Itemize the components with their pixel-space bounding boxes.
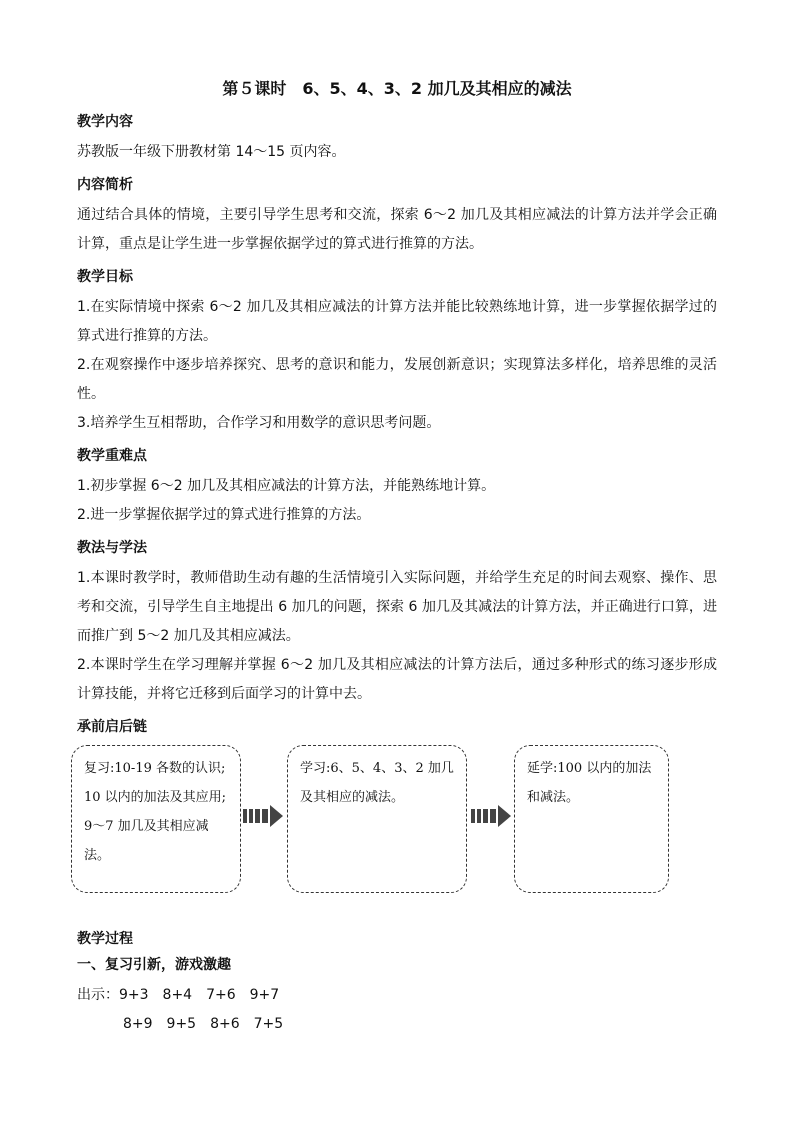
section-key-points	[77, 446, 717, 530]
section-content	[77, 112, 717, 167]
section-brief	[77, 175, 717, 259]
heading-brief: 内容简析	[77, 177, 133, 193]
heading-process: 教学过程	[77, 931, 133, 947]
right-arrow-icon	[471, 805, 511, 827]
heading-content: 教学内容	[77, 114, 133, 130]
goal-item: 2.在观察操作中逐步培养探究、思考的意识和能力，发展创新意识；实现算法多样化，培养思维的灵活性。	[77, 357, 717, 402]
document-page	[77, 78, 717, 1047]
goal-item: 3.培养学生互相帮助，合作学习和用数学的意识思考问题。	[77, 415, 441, 431]
exercise-line: 8+9 9+5 8+6 7+5	[123, 1016, 284, 1032]
page-title: 第５课时 6、5、4、3、2 加几及其相应的减法	[222, 79, 572, 98]
method-item: 1.本课时教学时，教师借助生动有趣的生活情境引入实际问题，并给学生充足的时间去观察、操作、思考和交流，引导学生自主地提出 6 加几的问题，探索 6 加几及其减法的计算方法，并正确进行口算，进而推广到 5～2 加几及其相应减法。	[77, 570, 717, 644]
learn-box: 学习:6、5、4、3、2 加几及其相应的减法。	[287, 745, 467, 893]
method-item: 2.本课时学生在学习理解并掌握 6～2 加几及其相应减法的计算方法后，通过多种形式的练习逐步形成计算技能，并将它迁移到后面学习的计算中去。	[77, 657, 717, 702]
section-process	[77, 929, 717, 1039]
heading-methods: 教法与学法	[77, 540, 147, 556]
step1-heading: 一、复习引新，游戏激趣	[77, 957, 231, 973]
heading-key-points: 教学重难点	[77, 448, 147, 464]
heading-chain: 承前启后链	[77, 719, 147, 735]
section-goals	[77, 267, 717, 438]
review-box: 复习:10-19 各数的认识; 10 以内的加法及其应用; 9～7 加几及其相应减法。	[71, 745, 241, 893]
key-point-item: 2.进一步掌握依据学过的算式进行推算的方法。	[77, 507, 371, 523]
exercise-line: 出示：9+3 8+4 7+6 9+7	[77, 987, 280, 1003]
heading-goals: 教学目标	[77, 269, 133, 285]
knowledge-chain	[77, 745, 717, 895]
key-point-item: 1.初步掌握 6～2 加几及其相应减法的计算方法，并能熟练地计算。	[77, 478, 496, 494]
content-text: 苏教版一年级下册教材第 14～15 页内容。	[77, 144, 346, 160]
brief-text: 通过结合具体的情境，主要引导学生思考和交流，探索 6～2 加几及其相应减法的计算方法并学会正确计算，重点是让学生进一步掌握依据学过的算式进行推算的方法。	[77, 207, 717, 252]
section-methods	[77, 538, 717, 709]
extend-box: 延学:100 以内的加法和减法。	[514, 745, 669, 893]
right-arrow-icon	[243, 805, 283, 827]
goal-item: 1.在实际情境中探索 6～2 加几及其相应减法的计算方法并能比较熟练地计算，进一步掌握依据学过的算式进行推算的方法。	[77, 299, 717, 344]
